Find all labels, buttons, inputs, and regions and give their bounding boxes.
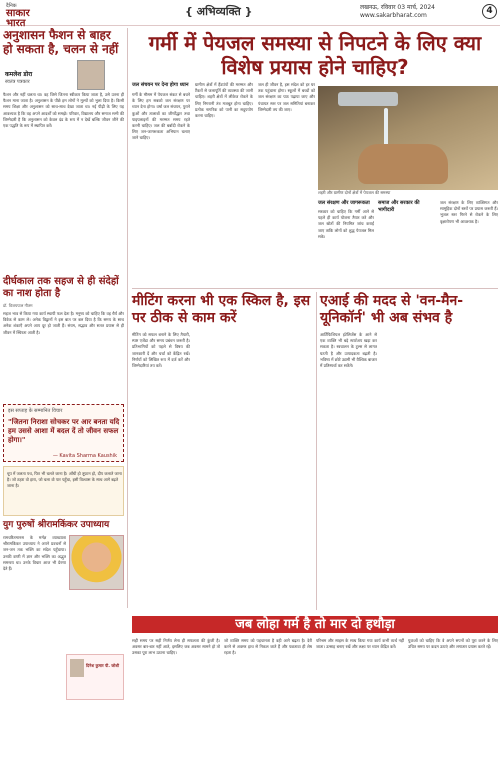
main-headline: गर्मी में पेयजल समस्या से निपटने के लिए क्या विशेष प्रयास होने चाहिए? [148,31,482,79]
main-body-col6: जल संरक्षण के लिए व्यक्तिगत और सामूहिक दोनों स्तरों पर प्रयास जरूरी हैं। भूजल स्तर गिरने से रोकने के लिए वृक्षारोपण भी आवश्यक है। [440,200,498,224]
left-article2-title: दीर्घकाल तक सहज से ही संदेहों का नाश होता है [3,276,119,299]
page-number: 4 [482,4,497,19]
column-divider [127,28,128,608]
mid-article-body-col1: मीटिंग को सफल बनाने के लिए तैयारी, स्पष्ट एजेंडा और समय प्रबंधन जरूरी है। प्रतिभागियों को पहले से विषय की जानकारी दें और चर्चा को केंद्रित रखें। निर्णयों को लिखित रूप में दर्ज करें और जिम्मेदारियां तय करें। [132,332,190,369]
mid-article-body-col2 [194,332,252,610]
logo-small-text: दैनिक [6,3,17,9]
bottom-body-col3: परिश्रम और साहस के साथ किया गया कार्य कभी व्यर्थ नहीं जाता। उत्साह बनाए रखें और लक्ष्य पर ध्यान केंद्रित करें। [316,638,404,650]
water-stream [384,108,388,148]
website-url: www.sakarbharat.com [360,12,427,19]
hands-shape [358,144,448,184]
left-article [3,28,124,290]
main-subhead-2: जल संरक्षण और जागरूकता [318,200,370,206]
mid-article-body-col3 [256,332,314,610]
right-article-body-col1: आर्टिफिशियल इंटेलिजेंस के आने से एक व्यक्ति भी बड़े स्टार्टअप खड़ा कर सकता है। स्वचालन के टूल्स से लागत घटती है और उत्पादकता बढ़ती है। भविष्य में छोटे उद्यमी भी वैश्विक बाजार में प्रतिस्पर्धा कर सकेंगे। [320,332,377,369]
left-article3-title: युग पुरुषों श्रीरामकिंकर उपाध्याय [3,520,110,530]
left-article2-byline: डॉ. विजयपाल गौतम [3,303,33,308]
author-role: स्वतंत्र पत्रकार [5,79,30,85]
photo-caption: शहरी और ग्रामीण दोनों क्षेत्रों में पेयजल की समस्या [318,190,391,195]
main-subhead-3: समाज और सरकार की भागीदारी [378,200,420,213]
quote-box [3,404,124,462]
poem-box [3,466,124,516]
quote-author: — Kavita Sharma Kaushik [52,453,117,459]
writer-photo [70,659,84,677]
masthead [0,0,500,29]
bottom-body-col1: सही समय पर सही निर्णय लेना ही सफलता की कुंजी है। अवसर बार-बार नहीं आते, इसलिए जब अवसर सामने हो तो उसका पूरा लाभ उठाना चाहिए। [132,638,220,656]
right-article-body-col3 [440,332,498,610]
left-article-body: फैशन और नहीं चलता था। वह जिसे जितना स्वीकार किया जाता है, उसे उतना ही फैशन माना जाता है। अनुशासन के पीछे हम लोगों ने मूल्यों को भुला दिया है। किसी समय शिक्षा और अनुशासन को साथ-साथ देखा जाता था। नई पीढ़ी के लिए यह आवश्यक है कि वह अपने आदर्शों को समझे। परिवार, विद्यालय और समाज सभी की जिम्मेदारी है कि अनुशासन को केवल दंड के रूप में न देखें बल्कि जीवन जीने की एक पद्धति के रूप में स्थापित करें। [3,92,124,129]
bottom-body-col2: जो व्यक्ति समय को पहचानता है वही आगे बढ़ता है। देरी करने से अवसर हाथ से निकल जाते हैं और पछतावा ही शेष रहता है। [224,638,312,656]
writer-signature-box [66,654,124,700]
right-article-title: एआई की मदद से 'वन-मैन-यूनिकॉर्न' भी अब संभव है [320,293,464,326]
left-article-title: अनुशासन फैशन से बाहर हो सकता है, चलन से नहीं [3,28,119,56]
main-body-col4: सरकार को चाहिए कि गर्मी आने से पहले ही कार्य योजना तैयार करे और जल स्रोतों की नियमित जांच कराई जाए ताकि लोगों को शुद्ध पेयजल मिल सके। [318,209,374,239]
logo-name: साकार भारत [6,8,30,29]
main-body-col5 [378,209,436,284]
bottom-body-col4: युवाओं को चाहिए कि वे अपने सपनों को पूरा करने के लिए उचित समय पर कदम उठाएं और लगातार प्रयास करते रहें। [408,638,498,650]
left-article3-body: रामचरितमानस के मर्मज्ञ व्याख्याता श्रीरामकिंकर उपाध्याय ने अपने प्रवचनों से जन-जन तक भक्ति का संदेश पहुँचाया। उनकी वाणी में ज्ञान और भक्ति का अद्भुत समन्वय था। उनके विचार आज भी प्रेरणा देते हैं। [3,535,66,572]
column-divider-2 [316,292,317,610]
mid-article-title: मीटिंग करना भी एक स्किल है, इस पर ठीक से काम करें [132,293,311,326]
left-article2-body: सहज भाव से किया गया कार्य स्थायी फल देता है। मनुष्य को चाहिए कि वह धैर्य और विवेक से काम ले। अनेक विद्वानों ने इस बात पर बल दिया है कि समय के साथ अनेक शंकाएँ अपने आप दूर हो जाती हैं। संयम, सद्भाव और सतत प्रयास से ही जीवन में स्थिरता आती है। [3,311,124,335]
poem-text: धूप में जलता पथ, फिर भी चलते जाना है। आँधी हो तूफ़ान हो, दीप जलाते जाना है। जो ठहरा वो हारा, जो चला वो पार पहुँचा, इसी विश्वास के साथ आगे बढ़ते जाना है। [7,471,122,488]
issue-date: लखनऊ, रविवार 03 मार्च, 2024 [360,4,436,11]
section-divider [132,288,498,289]
tap-shape [338,92,398,106]
quote-box-title: इस सप्ताह के सम्मानित विचार [8,408,63,414]
quote-text: "जितना निराशा सोचकर पर आर बनता यदि हम उससे आशा में बदल दें तो जीवन सफल होगा।" [8,418,120,444]
author-block [3,60,124,92]
main-body-col3: जल ही जीवन है, इस संदेश को हर घर तक पहुंचाना होगा। स्कूलों में बच्चों को जल संरक्षण का पाठ पढ़ाया जाए और पंचायत स्तर पर जल समितियां बनाकर जिम्मेदारी तय की जाए। [258,82,315,112]
newspaper-logo [6,3,52,29]
main-body-col2: ग्रामीण क्षेत्रों में हैंडपंपों की मरम्मत और टैंकरों से जलापूर्ति की व्यवस्था की जानी चाहिए। शहरी क्षेत्रों में लीकेज रोकने के लिए निगरानी तंत्र मजबूत होना चाहिए। प्रत्येक नागरिक को पानी का सदुपयोग करना चाहिए। [195,82,253,119]
main-body-col1: गर्मी के मौसम में पेयजल संकट से बचने के लिए हम सबको जल संरक्षण पर ध्यान देना होगा। वर्षा जल संचयन, पुराने कुओं और तालाबों का जीर्णोद्धार तथा पाइपलाइनों की मरम्मत समय रहते करनी चाहिए। जल की बर्बादी रोकने के लिए जन-जागरूकता अभियान चलाए जाने चाहिए। [132,92,190,141]
water-tap-photo [318,86,498,190]
main-subhead-1: जल संचयन पर देना होगा ध्यान [132,82,189,88]
bottom-banner-headline: जब लोहा गर्म है तो मार दो हथौड़ा [132,616,498,633]
author-name: कमलेश डोरा [5,71,33,78]
author-photo [77,60,105,90]
writer-name: दिनेश कुमार पी. जोशी [86,663,120,668]
portrait-photo [69,535,124,590]
left-article3-body-cont [69,594,124,652]
right-article-body-col2 [380,332,437,610]
section-title: { अभिव्यक्ति } [185,5,253,18]
